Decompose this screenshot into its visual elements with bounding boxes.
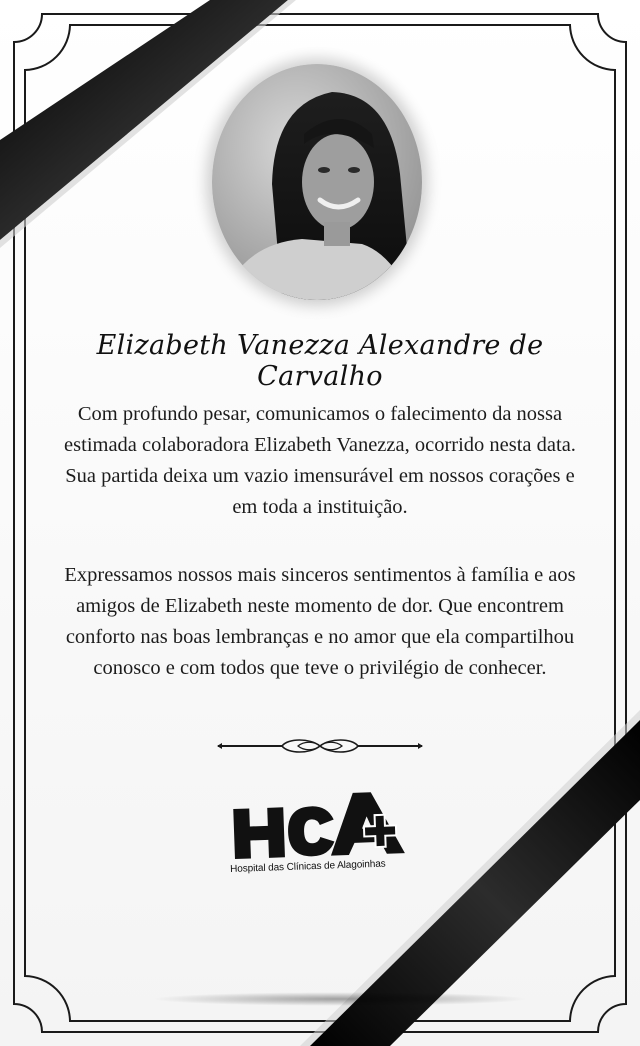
deceased-name: Elizabeth Vanezza Alexandre de Carvalho — [96, 330, 544, 392]
condolence-paragraph-2: Expressamos nossos mais sinceros sentimentos à família e aos amigos de Elizabeth neste momento de dor. Que encontrem conforto nas boas lembranças e no amor que ela compartilhou conosco e com todos que teve o privilégio de conhecer. — [64, 564, 576, 679]
condolence-paragraph-1: Com profundo pesar, comunicamos o falecimento da nossa estimada colaboradora Elizabeth Vanezza, ocorrido nesta data. Sua partida deixa um vazio imensurável em nossos corações e em toda a instituição. — [64, 403, 576, 518]
hospital-name: Hospital das Clínicas de Alagoinhas — [230, 858, 386, 875]
ribbon-shadow — [150, 992, 530, 1006]
portrait-photo — [212, 64, 422, 300]
